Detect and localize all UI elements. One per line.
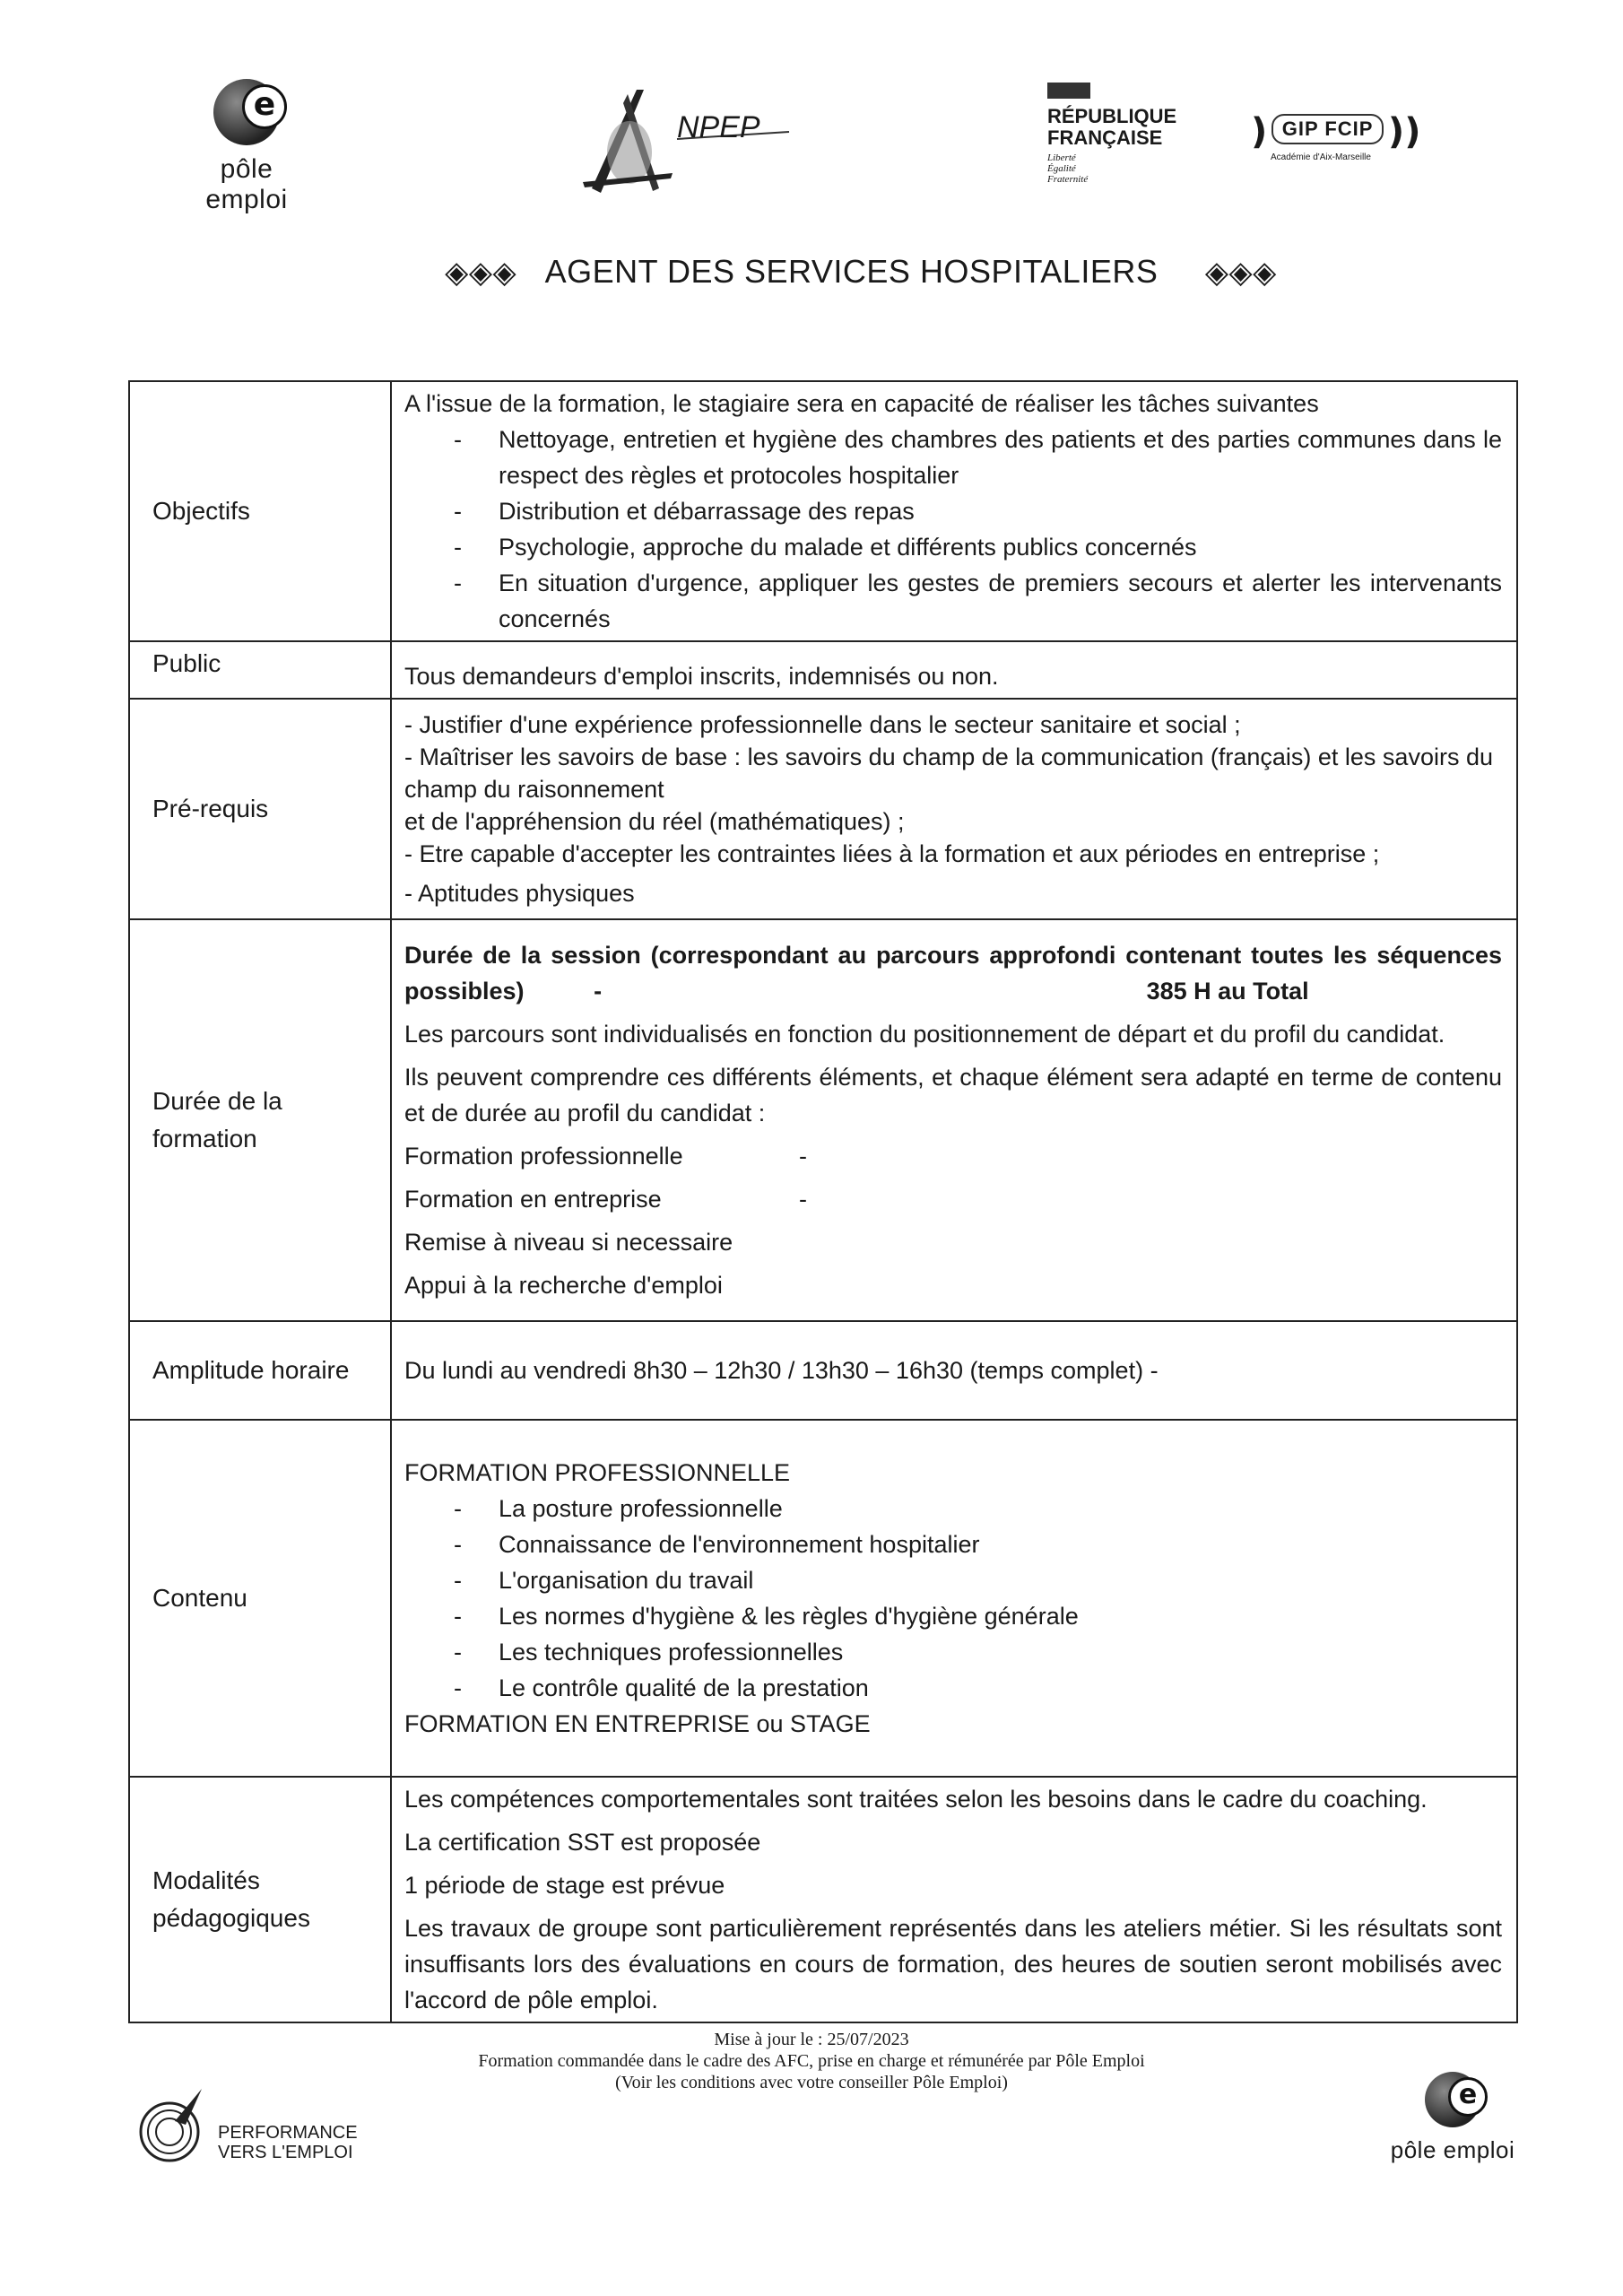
label-contenu: Contenu — [129, 1420, 391, 1777]
footer-line2: Formation commandée dans le cadre des AFC, prise en charge et rémunérée par Pôle Emploi — [478, 2051, 1145, 2071]
label-duree: Durée de la formation — [129, 919, 391, 1321]
republique-line1: RÉPUBLIQUE — [1047, 105, 1177, 127]
content-duree — [391, 919, 1517, 1321]
list-item: - Connaissance de l'environnement hospitalier — [404, 1526, 1502, 1562]
list-item: - La posture professionnelle — [404, 1491, 1502, 1526]
list-item: - L'organisation du travail — [404, 1562, 1502, 1598]
duree-element — [404, 1224, 1502, 1260]
gip-fcip-logo — [1251, 111, 1439, 174]
duree-session-text: Durée de la session (correspondant au parcours approfondi contenant toutes les séquences possibles) — [404, 942, 1502, 1004]
anpep-logo-text: NPEP — [677, 110, 760, 144]
page-title — [395, 253, 1327, 291]
prerequis-line: - Etre capable d'accepter les contraintes liées à la formation et aux périodes en entreprise ; — [404, 840, 1380, 867]
formation-table — [128, 380, 1518, 2023]
prerequis-line: - Aptitudes physiques — [404, 880, 635, 907]
row-amplitude — [129, 1321, 1517, 1420]
marianne-icon — [1047, 83, 1090, 99]
row-contenu — [129, 1420, 1517, 1777]
row-objectifs — [129, 381, 1517, 641]
modalites-p3: 1 période de stage est prévue — [404, 1872, 725, 1899]
duree-element — [404, 1181, 1502, 1217]
list-item: - Nettoyage, entretien et hygiène des chambres des patients et des parties communes dans le respect des règles et protocoles hospitalier — [404, 422, 1502, 493]
label-amplitude: Amplitude horaire — [129, 1321, 391, 1420]
performance-ring-icon — [130, 2085, 209, 2164]
list-item: - Les techniques professionnelles — [404, 1634, 1502, 1670]
label-objectifs: Objectifs — [129, 381, 391, 641]
motto-fraternite: Fraternité — [1047, 174, 1089, 185]
objectifs-intro: A l'issue de la formation, le stagiaire sera en capacité de réaliser les tâches suivantes — [404, 390, 1319, 417]
pole-emploi-logo-icon: e — [213, 79, 280, 145]
content-public: Tous demandeurs d'emploi inscrits, indemnisés ou non. — [391, 641, 1517, 699]
pole-emploi-logo-text: pôle emploi — [1390, 2136, 1515, 2163]
list-item: - Psychologie, approche du malade et différents publics concernés — [404, 529, 1502, 565]
prerequis-line: et de l'appréhension du réel (mathématiques) ; — [404, 808, 905, 835]
duree-element-dash: - — [799, 1143, 807, 1170]
page-title-text: AGENT DES SERVICES HOSPITALIERS — [544, 253, 1159, 290]
contenu-heading2: FORMATION EN ENTREPRISE ou STAGE — [404, 1710, 871, 1737]
contenu-heading1: FORMATION PROFESSIONNELLE — [404, 1459, 791, 1486]
republique-line2: FRANÇAISE — [1047, 126, 1163, 149]
duree-para2: Ils peuvent comprendre ces différents éléments, et chaque élément sera adapté en terme de contenu et de durée au profil du candidat : — [404, 1064, 1502, 1126]
pole-emploi-logo-icon: e — [1425, 2072, 1480, 2127]
modalites-p2: La certification SST est proposée — [404, 1829, 761, 1856]
prerequis-line: - Justifier d'une expérience professionnelle dans le secteur sanitaire et social ; — [404, 711, 1241, 738]
list-item: - Distribution et débarrassage des repas — [404, 493, 1502, 529]
list-item: - Le contrôle qualité de la prestation — [404, 1670, 1502, 1706]
duree-element-text: Remise à niveau si necessaire — [404, 1229, 733, 1256]
duree-element-text: Appui à la recherche d'emploi — [404, 1272, 723, 1299]
gip-waves-icon: )) — [1387, 111, 1421, 152]
duree-element — [404, 1267, 1502, 1303]
content-objectifs — [391, 381, 1517, 641]
perf-line2: VERS L'EMPLOI — [218, 2143, 353, 2162]
duree-total: 385 H au Total — [1146, 978, 1309, 1004]
list-item: - En situation d'urgence, appliquer les gestes de premiers secours et alerter les intervenants concernés — [404, 565, 1502, 637]
row-prerequis — [129, 699, 1517, 919]
pole-emploi-logo-bottom — [1390, 2072, 1515, 2197]
motto-egalite: Égalité — [1047, 163, 1076, 174]
motto-liberte: Liberté — [1047, 152, 1076, 163]
diamonds-left-icon: ◈◈◈ — [445, 255, 517, 291]
row-duree — [129, 919, 1517, 1321]
prerequis-line: - Maîtriser les savoirs de base : les savoirs du champ de la communication (français) et les savoirs du champ du raisonnement — [404, 744, 1493, 803]
gip-bracket-icon: ) — [1251, 111, 1268, 152]
content-contenu — [391, 1420, 1517, 1777]
gip-logo-text: GIP FCIP — [1271, 114, 1384, 144]
list-item: - Les normes d'hygiène & les règles d'hygiène générale — [404, 1598, 1502, 1634]
duree-session — [404, 937, 1502, 1009]
row-modalites — [129, 1777, 1517, 2022]
pole-emploi-logo-text: pôle emploi — [205, 154, 288, 214]
gip-subtitle: Académie d'Aix-Marseille — [1271, 152, 1371, 162]
duree-element-text: Formation en entreprise — [404, 1186, 662, 1213]
perf-line1: PERFORMANCE — [218, 2123, 358, 2143]
content-prerequis — [391, 699, 1517, 919]
content-modalites — [391, 1777, 1517, 2022]
label-prerequis: Pré-requis — [129, 699, 391, 919]
contenu-list — [404, 1491, 1502, 1706]
row-public — [129, 641, 1517, 699]
pole-emploi-logo — [184, 79, 309, 214]
footer-line3: (Voir les conditions avec votre conseiller Pôle Emploi) — [615, 2073, 1008, 2092]
modalites-p1: Les compétences comportementales sont traitées selon les besoins dans le cadre du coaching. — [404, 1786, 1428, 1813]
label-modalites: Modalités pédagogiques — [129, 1777, 391, 2022]
modalites-p4: Les travaux de groupe sont particulièrement représentés dans les ateliers métier. Si les résultats sont insuffisants lors des évaluations en cours de formation, des heures de soutien seront mobilisés avec l'accord de pôle emploi. — [404, 1915, 1502, 2013]
duree-element-dash: - — [799, 1186, 807, 1213]
content-amplitude: Du lundi au vendredi 8h30 – 12h30 / 13h30 – 16h30 (temps complet) - — [391, 1321, 1517, 1420]
anpep-logo — [574, 76, 798, 206]
duree-session-dash: - — [594, 978, 603, 1004]
diamonds-right-icon: ◈◈◈ — [1204, 255, 1277, 291]
duree-element-text: Formation professionnelle — [404, 1143, 683, 1170]
duree-element — [404, 1138, 1502, 1174]
duree-para1: Les parcours sont individualisés en fonction du positionnement de départ et du profil du candidat. — [404, 1021, 1445, 1048]
label-public: Public — [129, 641, 391, 699]
footer-update: Mise à jour le : 25/07/2023 — [714, 2030, 909, 2049]
republique-francaise-logo — [1047, 83, 1200, 208]
footer-notice — [341, 2029, 1282, 2093]
objectifs-list — [404, 422, 1502, 637]
performance-emploi-logo — [130, 2085, 363, 2184]
